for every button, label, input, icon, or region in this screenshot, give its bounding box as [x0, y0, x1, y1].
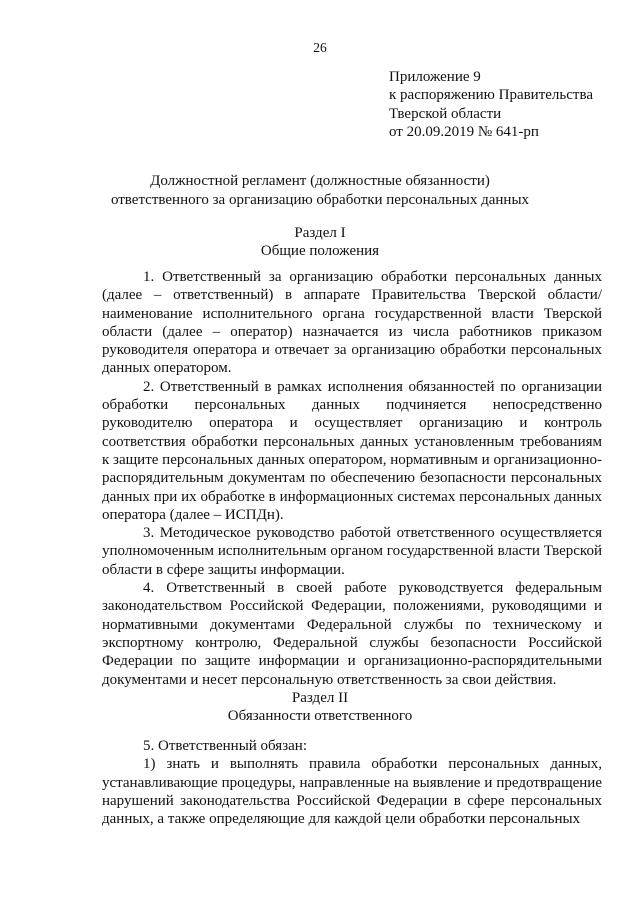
- appendix-header: [389, 68, 593, 141]
- section-name: Обязанности ответственного: [227, 708, 413, 725]
- page-number: 26: [313, 40, 327, 55]
- section-number: Раздел I: [294, 225, 346, 241]
- document-title-line: Должностной регламент (должностные обязанности): [150, 173, 490, 189]
- paragraph: 4. Ответственный в своей работе руководствуется федеральным законодательством Российской Федерации, положениями, руководящими и нормативными документами Федеральной службы по техническому и экспортному контролю, Федеральной службы безопасности Российской Федерации по защите информации и организационно-распорядительными документами и несет персональную ответственность за свои действия.: [102, 580, 602, 688]
- paragraph: 1) знать и выполнять правила обработки персональных данных, устанавливающие процедуры, направленные на выявление и предотвращение нарушений законодательства Российской Федерации в сфере персональных данных, а также определяющие для каждой цели обработки персональных: [102, 756, 602, 828]
- section-body: [102, 737, 602, 828]
- paragraph: 1. Ответственный за организацию обработки персональных данных (далее – ответственный) в аппарате Правительства Тверской области/наименование исполнительного органа государственной власти Тверской области (далее – оператор) назначается из числа работников приказом руководителя оператора и отвечает за организацию обработки персональных данных оператором.: [102, 269, 602, 377]
- section-number: Раздел II: [291, 690, 349, 706]
- section-heading: [0, 224, 640, 261]
- section-name: Общие положения: [260, 243, 380, 260]
- section-heading: [0, 689, 640, 726]
- appendix-line: Тверской области: [389, 105, 502, 122]
- section-body: [102, 268, 602, 689]
- paragraph: 3. Методическое руководство работой ответственного осуществляется уполномоченным исполнительным органом государственной власти Тверской области в сфере защиты информации.: [102, 525, 602, 578]
- appendix-line: Приложение 9: [389, 69, 481, 85]
- paragraph: 5. Ответственный обязан:: [143, 738, 307, 754]
- appendix-line: от 20.09.2019 № 641-рп: [389, 123, 539, 140]
- paragraph: 2. Ответственный в рамках исполнения обязанностей по организации обработки персональных данных подчиняется непосредственно руководителю оператора и осуществляет организацию и контроль соответствия обработки персональных данных установленным требованиям к защите персональных данных оператором, нормативным и организационно-распорядительным документам по обеспечению безопасности персональных данных при их обработке в информационных системах персональных данных оператора (далее – ИСПДн).: [102, 378, 602, 523]
- appendix-line: к распоряжению Правительства: [389, 87, 594, 104]
- document-title-line: ответственного за организацию обработки персональных данных: [110, 192, 530, 208]
- document-title: [0, 172, 640, 210]
